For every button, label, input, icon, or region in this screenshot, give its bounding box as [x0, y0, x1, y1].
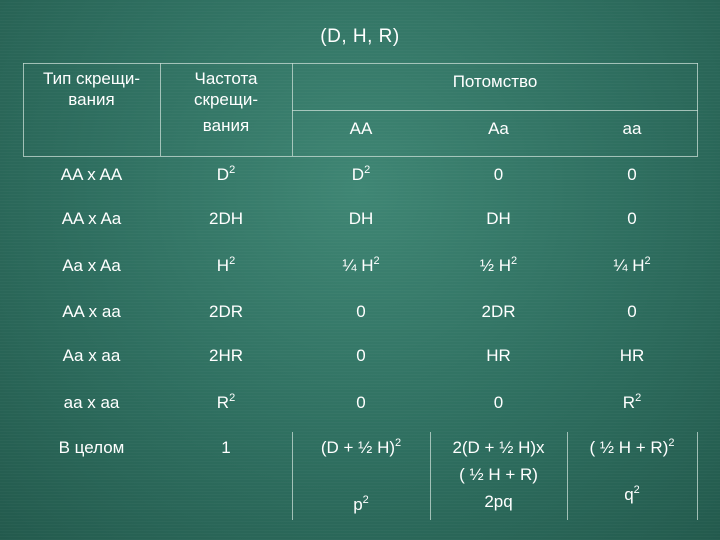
total-frequency: 1: [221, 438, 231, 457]
row-1-aa: 0: [627, 165, 637, 184]
row-6-type: aa x aa: [63, 393, 120, 412]
total-aa: [567, 438, 697, 458]
row-4-aa: 0: [627, 302, 637, 321]
row-6-aa-base: R: [622, 393, 636, 412]
row-6-Aa: 0: [493, 393, 504, 412]
row-3-Aa-base: ½ H: [479, 256, 512, 275]
total-AA-p-base: p: [353, 495, 363, 514]
table-border-top: [23, 63, 698, 64]
total-aa-q-exp: 2: [633, 484, 640, 496]
row-1-Aa: 0: [493, 165, 504, 184]
row-3-Aa-exp: 2: [511, 255, 518, 267]
header-frequency-line3: вания: [202, 116, 250, 135]
row-4-AA: 0: [356, 302, 366, 321]
total-AA-p-exp: 2: [362, 494, 369, 506]
row-3-type: Aa x Aa: [62, 256, 121, 275]
row-5-aa: HR: [619, 346, 645, 365]
page-title: (D, H, R): [320, 26, 400, 47]
row-3-aa: [567, 256, 697, 276]
offspring-subheader-line: [292, 110, 698, 111]
row-3-AA-exp: 2: [373, 255, 380, 267]
header-frequency: [160, 68, 292, 136]
row-2-AA: DH: [348, 209, 374, 228]
total-aa-exp: 2: [668, 437, 675, 449]
row-2-frequency: 2DH: [208, 209, 243, 228]
row-1-type: AA x AA: [60, 165, 123, 184]
row-6-aa-exp: 2: [635, 392, 642, 404]
header-frequency-line1: Частота: [194, 69, 258, 88]
row-3-AA-base: ¼ H: [342, 256, 374, 275]
total-aa-base: ( ½ H + R): [589, 438, 669, 457]
row-3-frequency-exp: 2: [229, 255, 236, 267]
row-3-AA: [292, 256, 430, 276]
row-5-frequency: 2HR: [208, 346, 243, 365]
row-3-Aa: [430, 256, 567, 276]
total-Aa: [430, 437, 567, 513]
row-3-aa-exp: 2: [644, 255, 651, 267]
header-genotype-Aa: Aa: [488, 119, 509, 138]
row-6-frequency: [160, 393, 292, 413]
total-type: В целом: [58, 438, 125, 457]
row-1-frequency-base: D: [216, 165, 230, 184]
row-3-frequency-base: H: [216, 256, 230, 275]
row-6-frequency-exp: 2: [229, 392, 236, 404]
row-3-aa-base: ¼ H: [613, 256, 645, 275]
total-aa-q-base: q: [624, 485, 634, 504]
row-5-type: Aa x aa: [62, 346, 121, 365]
column-divider-bottom-3: [697, 432, 698, 520]
total-Aa-line1: 2(D + ½ H)x: [452, 438, 545, 457]
row-1-frequency: [160, 165, 292, 185]
header-cross-type: [23, 68, 160, 110]
row-5-AA: 0: [356, 346, 366, 365]
header-cross-type-line2: вания: [68, 90, 115, 109]
row-5-Aa: HR: [486, 346, 511, 365]
row-6-aa: [567, 393, 697, 413]
row-1-AA-base: D: [351, 165, 365, 184]
row-6-AA: 0: [356, 393, 366, 412]
row-4-type: AA x aa: [62, 302, 121, 321]
row-3-frequency: [160, 256, 292, 276]
header-offspring: Потомство: [452, 72, 538, 91]
header-genotype-aa: aa: [622, 119, 642, 138]
row-2-aa: 0: [627, 209, 637, 228]
header-bottom-line: [23, 156, 698, 157]
row-6-frequency-base: R: [216, 393, 230, 412]
total-AA: [292, 438, 430, 458]
row-2-Aa: DH: [486, 209, 511, 228]
total-AA-p: [292, 495, 430, 515]
total-aa-q: [567, 485, 697, 505]
row-4-Aa: 2DR: [481, 302, 516, 321]
row-1-AA-exp: 2: [364, 164, 371, 176]
row-1-AA: [292, 165, 430, 185]
row-2-type: AA x Aa: [61, 209, 122, 228]
row-1-frequency-exp: 2: [229, 164, 236, 176]
header-frequency-line2: скрещи-: [194, 90, 258, 109]
total-AA-base: (D + ½ H): [320, 438, 396, 457]
row-4-frequency: 2DR: [208, 302, 243, 321]
total-Aa-line3: 2pq: [484, 492, 513, 511]
total-Aa-line2: ( ½ H + R): [459, 465, 538, 484]
total-AA-exp: 2: [395, 437, 402, 449]
header-cross-type-line1: Тип скрещи-: [42, 69, 141, 88]
header-genotype-AA: AA: [349, 119, 373, 138]
